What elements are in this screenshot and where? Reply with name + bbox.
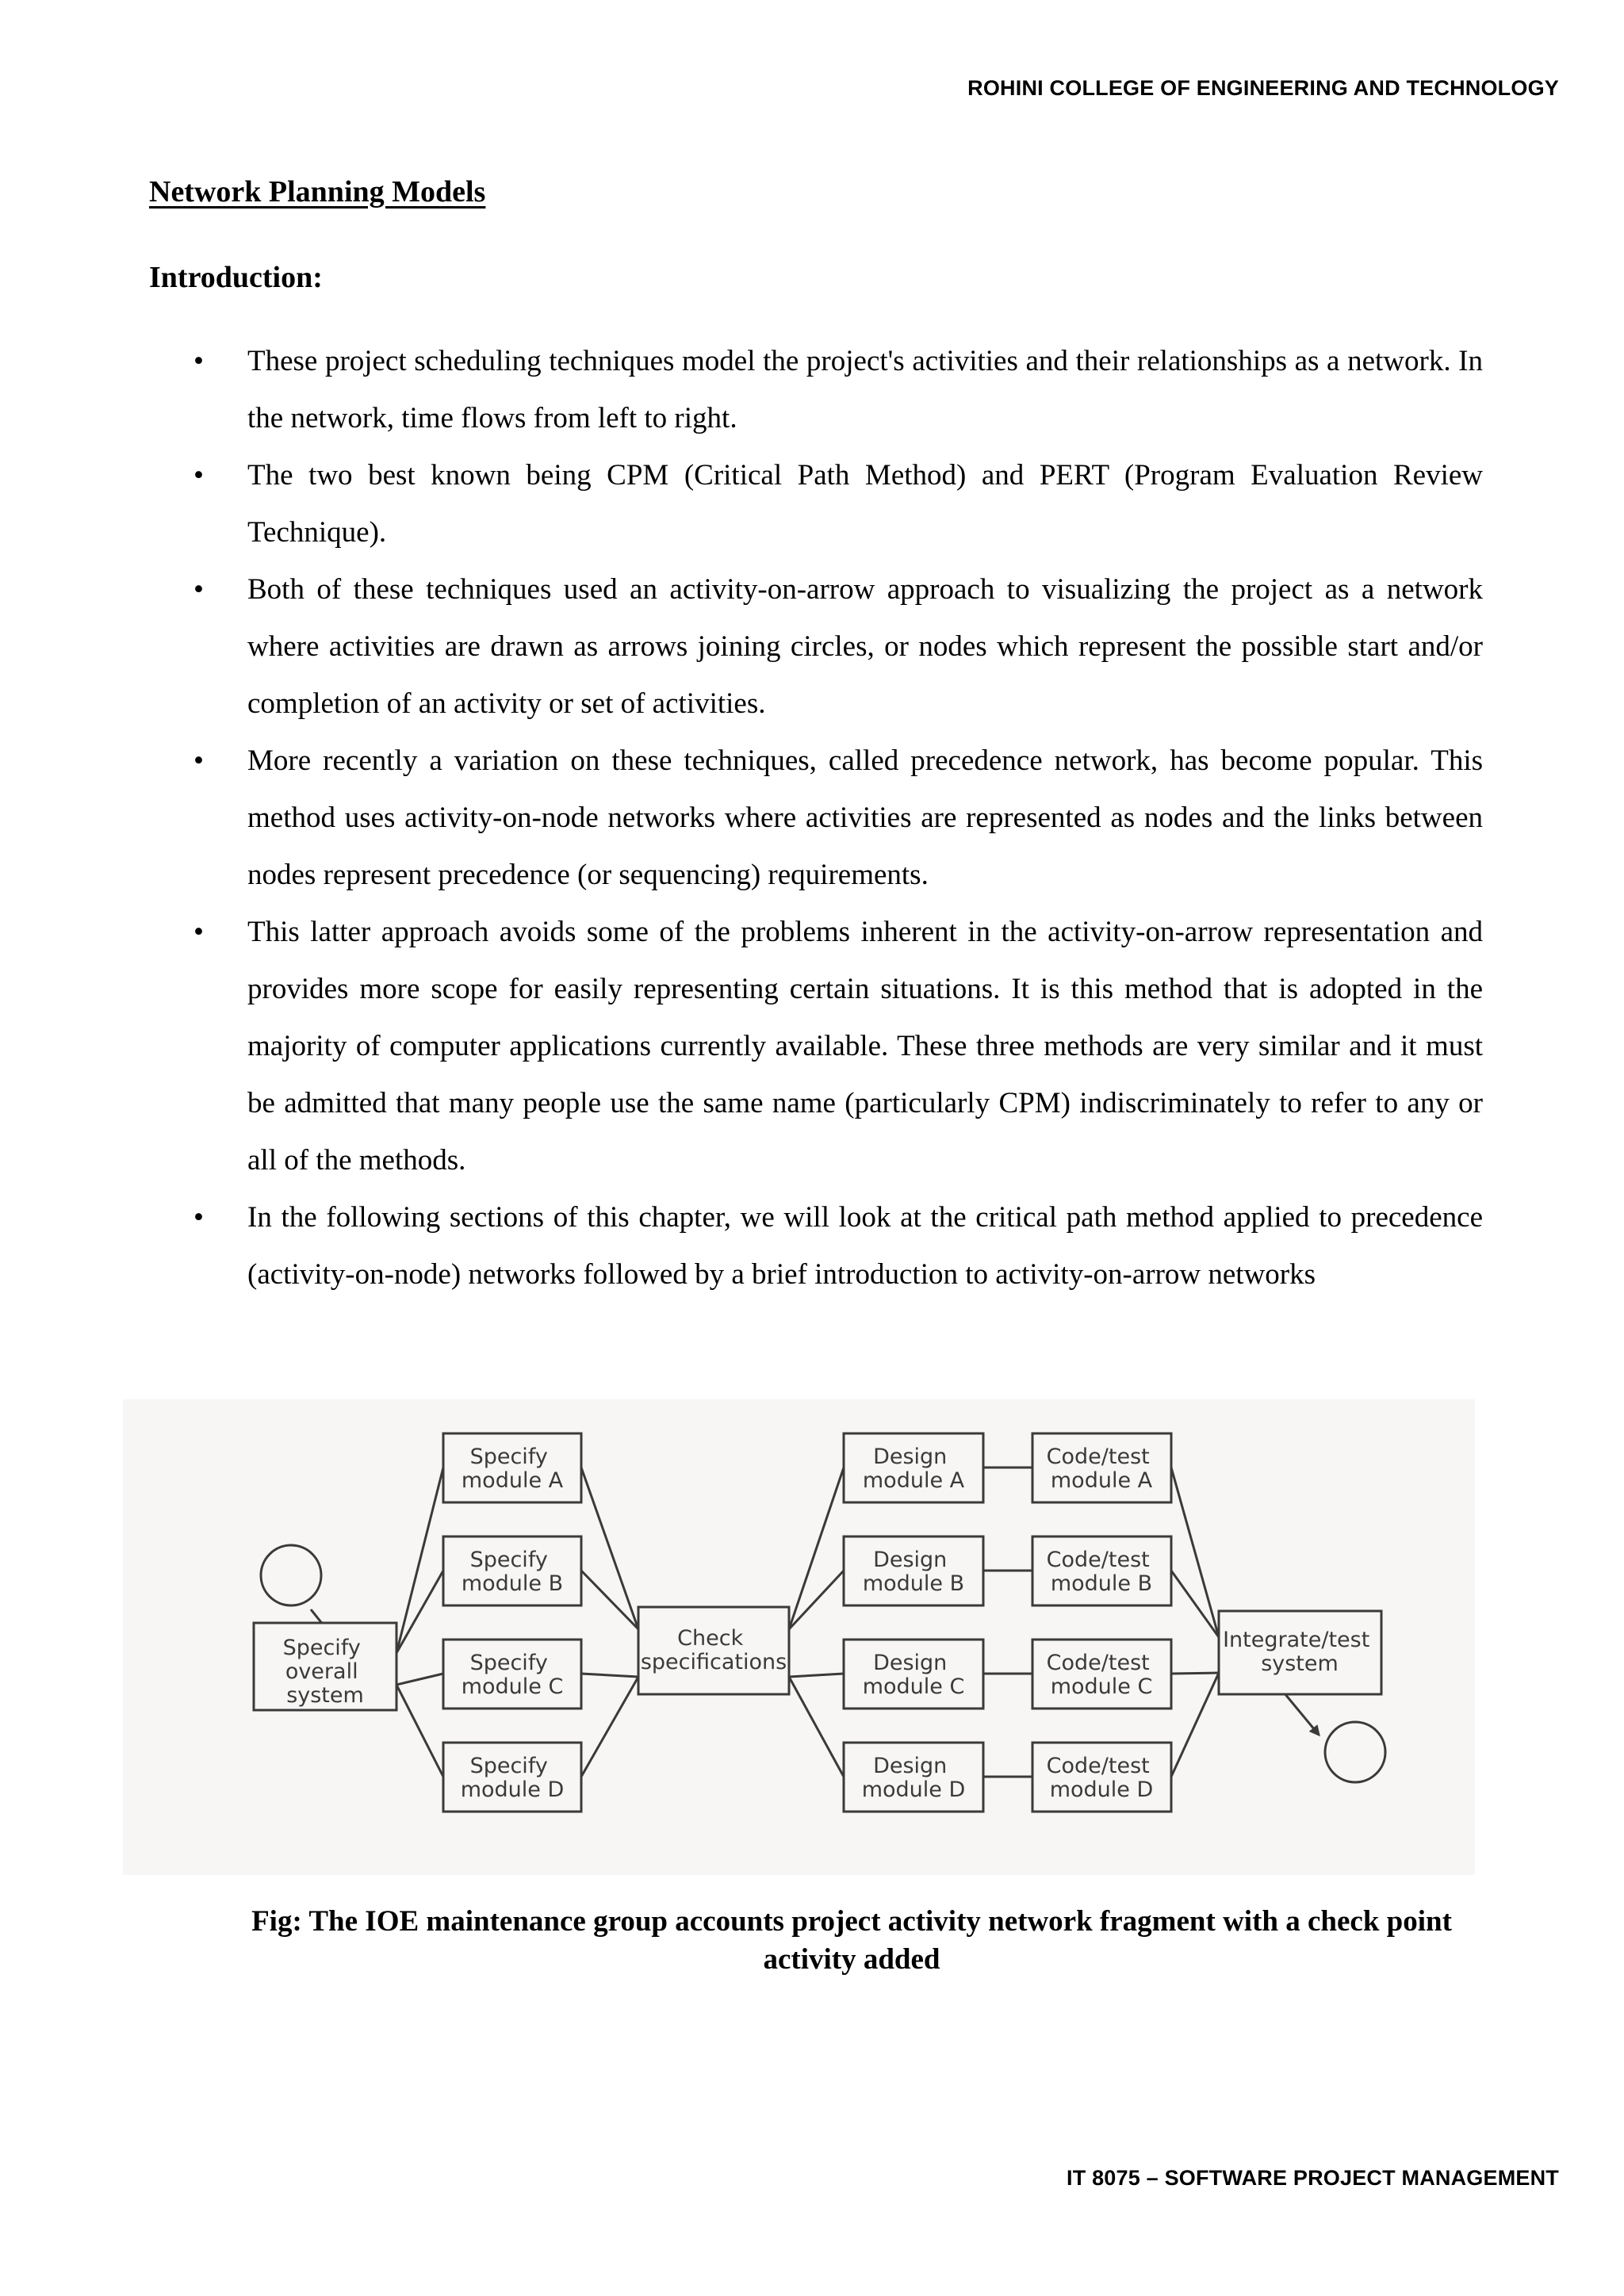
label-specify-overall-system bbox=[283, 1636, 368, 1708]
edge-specify-b-check bbox=[581, 1571, 638, 1629]
label-line: Code/test bbox=[1046, 1754, 1150, 1778]
label-line: module A bbox=[461, 1468, 564, 1493]
bullet-item bbox=[149, 447, 1483, 561]
label-specify-module-d bbox=[461, 1754, 565, 1802]
label-line: Specify bbox=[469, 1754, 548, 1778]
bullet-icon: • bbox=[193, 744, 204, 777]
label-line: module B bbox=[862, 1571, 965, 1596]
edge-check-design-b bbox=[789, 1571, 844, 1629]
edge-overall-specify-a bbox=[396, 1468, 443, 1653]
label-line: Design bbox=[873, 1754, 948, 1778]
edge-code-b-integrate bbox=[1171, 1571, 1219, 1637]
bullet-text: More recently a variation on these techniques, called precedence network, has become popular. This method uses activity-on-node networks where activities are represented as nodes and the links between nodes represent precedence (or sequencing) requirements. bbox=[247, 744, 1483, 891]
bullet-item bbox=[149, 561, 1483, 733]
label-line: module D bbox=[460, 1777, 565, 1802]
page-footer: IT 8075 – SOFTWARE PROJECT MANAGEMENT bbox=[1067, 2166, 1559, 2190]
activity-network-figure bbox=[123, 1399, 1475, 1875]
label-design-module-c bbox=[863, 1651, 965, 1699]
label-line: Code/test bbox=[1046, 1445, 1150, 1469]
bullet-item bbox=[149, 333, 1483, 447]
bullet-text: In the following sections of this chapter, we will look at the critical path method applied to precedence (activity-on-node) networks followed by a brief introduction to activity-on-arrow networks bbox=[247, 1201, 1483, 1291]
bullet-text: Both of these techniques used an activity-on-arrow approach to visualizing the project as a network where activities are drawn as arrows joining circles, or nodes which represent the possible start and/or completion of an activity or set of activities. bbox=[247, 573, 1483, 720]
end-event-circle bbox=[1325, 1722, 1385, 1782]
label-specify-module-c bbox=[462, 1651, 564, 1699]
bullet-item bbox=[149, 904, 1483, 1189]
figure-caption bbox=[143, 1903, 1561, 1979]
edge-overall-specify-d bbox=[396, 1685, 443, 1777]
edge-code-a-integrate bbox=[1171, 1468, 1219, 1637]
bullet-text: This latter approach avoids some of the problems inherent in the activity-on-arrow representation and provides more scope for easily representing certain situations. It is this method that is adopted in the majority of computer applications currently available. These three methods are very similar and it must be admitted that many people use the same name (particularly CPM) indiscriminately to refer to any or all of the methods. bbox=[247, 916, 1483, 1177]
label-line: Integrate/test bbox=[1223, 1628, 1370, 1652]
edge-specify-c-check bbox=[581, 1674, 638, 1677]
label-line: Specify bbox=[282, 1636, 361, 1660]
label-line: module B bbox=[461, 1571, 564, 1596]
page-header: ROHINI COLLEGE OF ENGINEERING AND TECHNOLOGY bbox=[967, 76, 1559, 100]
label-line: module A bbox=[1050, 1468, 1153, 1493]
edge-check-design-c bbox=[789, 1674, 844, 1677]
label-line: system bbox=[1261, 1651, 1339, 1676]
edge-specify-a-check bbox=[581, 1468, 638, 1629]
label-specify-module-b bbox=[462, 1548, 563, 1596]
bullet-icon: • bbox=[193, 345, 204, 377]
label-line: Design bbox=[873, 1445, 948, 1469]
label-line: module D bbox=[1049, 1777, 1154, 1802]
label-design-module-b bbox=[863, 1548, 964, 1596]
label-line: module D bbox=[861, 1777, 966, 1802]
label-line: Specify bbox=[469, 1445, 548, 1469]
bullet-icon: • bbox=[193, 459, 204, 492]
label-line: Design bbox=[873, 1548, 948, 1572]
edge-code-c-integrate bbox=[1171, 1673, 1219, 1674]
label-line: system bbox=[286, 1683, 364, 1708]
activity-network-diagram bbox=[123, 1399, 1475, 1875]
bullet-item bbox=[149, 1189, 1483, 1303]
label-line: module B bbox=[1050, 1571, 1153, 1596]
label-line: module C bbox=[862, 1674, 965, 1699]
end-arrow bbox=[1281, 1689, 1319, 1735]
label-code-test-module-c bbox=[1047, 1651, 1157, 1699]
page-title: Network Planning Models bbox=[149, 175, 486, 209]
label-line: Code/test bbox=[1046, 1548, 1150, 1572]
label-line: module C bbox=[461, 1674, 564, 1699]
bullet-icon: • bbox=[193, 573, 204, 606]
caption-line: activity added bbox=[763, 1943, 940, 1976]
label-code-test-module-d bbox=[1047, 1754, 1157, 1802]
edge-check-design-a bbox=[789, 1468, 844, 1629]
edge-check-design-d bbox=[789, 1677, 844, 1777]
edge-code-d-integrate bbox=[1171, 1673, 1219, 1777]
start-event-circle bbox=[261, 1545, 321, 1605]
edge-overall-specify-c bbox=[396, 1674, 443, 1685]
label-line: Specify bbox=[469, 1651, 548, 1675]
label-code-test-module-b bbox=[1047, 1548, 1157, 1596]
label-design-module-a bbox=[863, 1445, 965, 1493]
edge-overall-specify-b bbox=[396, 1571, 443, 1653]
label-line: Code/test bbox=[1046, 1651, 1150, 1675]
bullet-text: These project scheduling techniques model the project's activities and their relationships as a network. In the network, time flows from left to right. bbox=[247, 345, 1483, 434]
label-code-test-module-a bbox=[1047, 1445, 1157, 1493]
bullet-text: The two best known being CPM (Critical Path Method) and PERT (Program Evaluation Review Technique). bbox=[247, 459, 1483, 549]
bullet-icon: • bbox=[193, 1201, 204, 1234]
label-line: module C bbox=[1050, 1674, 1153, 1699]
label-line: Design bbox=[873, 1651, 948, 1675]
label-line: overall bbox=[285, 1659, 358, 1684]
bullet-list bbox=[149, 333, 1483, 1303]
label-line: Specify bbox=[469, 1548, 548, 1572]
label-line: Check bbox=[677, 1626, 744, 1651]
bullet-item bbox=[149, 733, 1483, 904]
edge-specify-d-check bbox=[581, 1677, 638, 1777]
label-line: specifications bbox=[640, 1650, 787, 1674]
label-specify-module-a bbox=[462, 1445, 564, 1493]
label-line: module A bbox=[862, 1468, 965, 1493]
section-heading: Introduction: bbox=[149, 261, 323, 294]
label-design-module-d bbox=[862, 1754, 966, 1802]
caption-line: Fig: The IOE maintenance group accounts project activity network fragment with a check point bbox=[251, 1905, 1452, 1938]
bullet-icon: • bbox=[193, 916, 204, 948]
